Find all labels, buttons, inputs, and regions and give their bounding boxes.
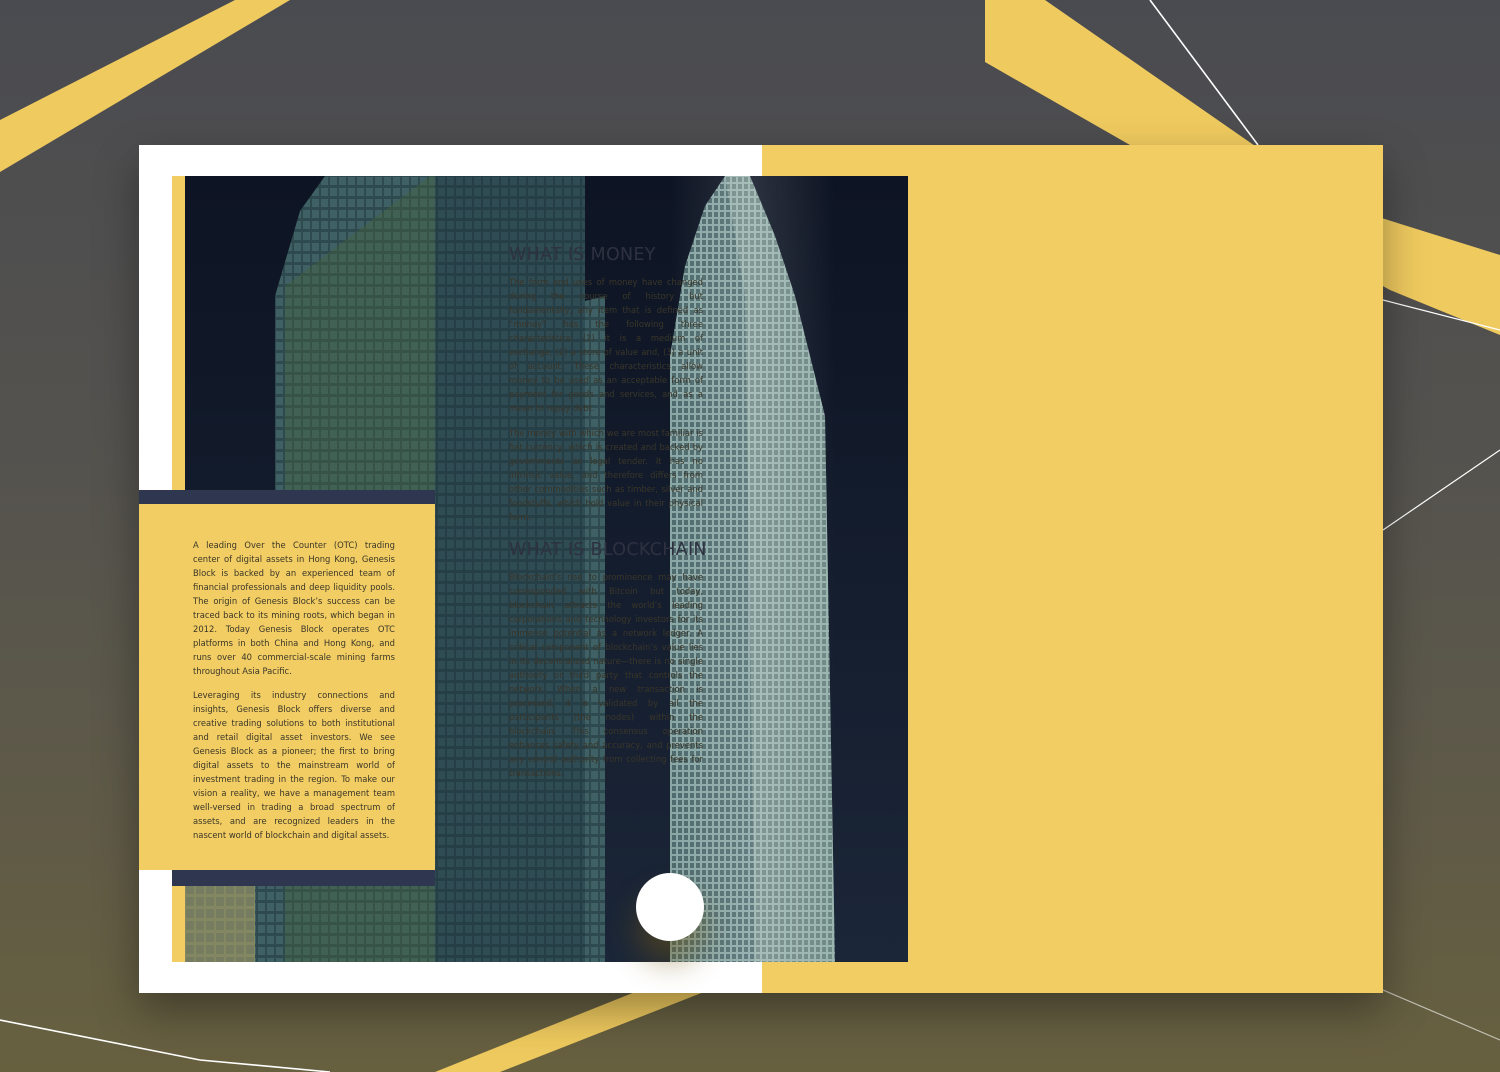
right-page-content (509, 245, 707, 791)
about-text-box (139, 504, 435, 870)
money-paragraph-1: The form and uses of money have changed during the course of history but fundamentally, any item that is defined as “money” has the following three characteristics: (1) it is a medium of exchange, (2) a store of value and, (3) a unit of account. These characteristics allow money to be used as an acceptable form of payment for goods and services, and as a mean to repay debt. (509, 277, 703, 413)
brochure-spread (139, 145, 1383, 993)
blockchain-heading: WHAT IS BLOCKCHAIN (509, 540, 707, 560)
white-line-bottom-left-2 (200, 1060, 330, 1072)
blockchain-paragraph-1: Blockchain’s rise to prominence may have corresponded with Bitcoin but today, blockchain attracts the world’s leading corporations and technology investors for its immense potential as a network ledger. A critical component of blockchain’s value lies in its decentralized nature—there is no single authority or third party that controls the network. When a new transaction is processed, it is validated by all the participants (the nodes) within the blockchain. This consensus operation enhances safety and accuracy, and prevents any central authority from collecting fees for transactions. (509, 572, 703, 778)
white-circle-decoration (636, 873, 704, 941)
about-paragraph-1: A leading Over the Counter (OTC) trading center of digital assets in Hong Kong, Genesis Block is backed by an experienced team of financial professionals and deep liquidity pools. The origin of Genesis Block’s success can be traced back to its mining roots, which began in 2012. Today Genesis Block operates OTC platforms in both China and Hong Kong, and runs over 40 commercial-scale mining farms throughout Asia Pacific. (193, 540, 395, 676)
navy-band-top (139, 490, 435, 504)
white-line-bottom-right (1383, 990, 1500, 1040)
about-paragraph-2: Leveraging its industry connections and insights, Genesis Block offers diverse and creative trading solutions to both institutional and retail digital asset investors. We see Genesis Block as a pioneer; the first to bring digital assets to the mainstream world of investment trading in the region. To make our vision a reality, we have a management team well-versed in trading a broad spectrum of assets, and are recognized leaders in the nascent world of blockchain and digital assets. (193, 690, 395, 840)
money-heading: WHAT IS MONEY (509, 245, 656, 265)
money-paragraph-2: The money with which we are most familiar is fiat currency, which is created and backed by governments as legal tender. It has no intrinsic value, and therefore differs from other commodities such as timber, silver and foodstuffs, which hold value in their physical form. (509, 428, 703, 522)
navy-band-bottom (172, 870, 435, 886)
white-line-bottom-left (0, 1020, 200, 1060)
white-line-right-down (1383, 450, 1500, 530)
